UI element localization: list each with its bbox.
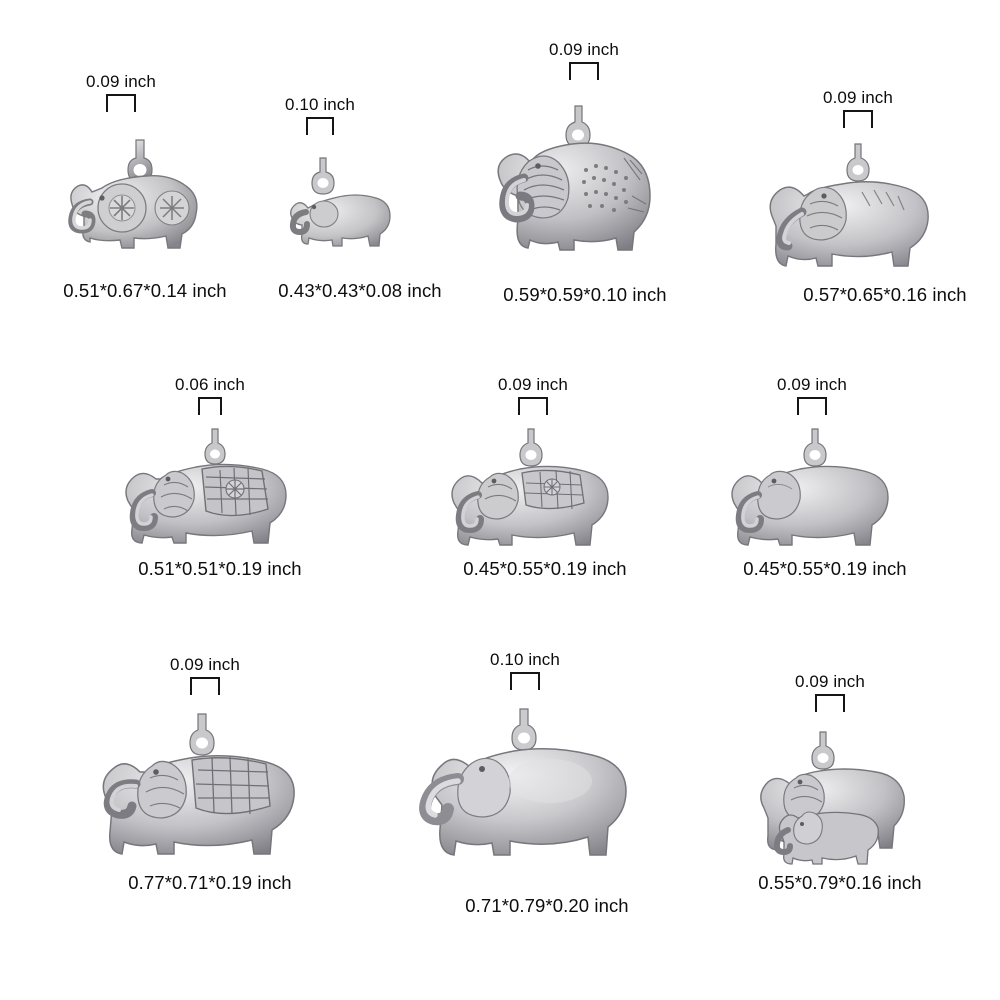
charm-graphic-flower-elephant	[50, 130, 240, 265]
charm-graphic-trunk-up-elephant	[740, 140, 960, 275]
loop-measure-1	[66, 72, 176, 112]
loop-bracket-1	[106, 94, 136, 112]
loop-measure-label-8: 0.09 inch	[170, 655, 240, 674]
dim-label-9: 0.71*0.79*0.20 inch	[465, 895, 629, 916]
loop-measure-3	[529, 40, 639, 80]
loop-measure-label-5: 0.06 inch	[175, 375, 245, 394]
loop-measure-5	[155, 375, 265, 415]
dim-label-3: 0.59*0.59*0.10 inch	[503, 284, 667, 305]
loop-bracket-2	[306, 117, 334, 135]
charm-graphic-large-blanket-elephant	[80, 710, 330, 860]
loop-bracket-3	[569, 62, 599, 80]
loop-measure-label-7: 0.09 inch	[777, 375, 847, 394]
charm-graphic-small-walking-elephant	[272, 150, 422, 260]
loop-measure-9	[470, 650, 580, 690]
loop-measure-4	[803, 88, 913, 128]
charm-graphic-smooth-big-elephant	[400, 705, 650, 865]
charm-graphic-ornate-patterned-elephant	[480, 100, 680, 265]
loop-bracket-4	[843, 110, 873, 128]
loop-measure-label-6: 0.09 inch	[498, 375, 568, 394]
loop-bracket-9	[510, 672, 540, 690]
loop-bracket-8	[190, 677, 220, 695]
loop-measure-7	[757, 375, 867, 415]
loop-measure-10	[775, 672, 885, 712]
loop-measure-6	[478, 375, 588, 415]
dim-label-7: 0.45*0.55*0.19 inch	[743, 558, 907, 579]
dim-label-6: 0.45*0.55*0.19 inch	[463, 558, 627, 579]
dim-label-8: 0.77*0.71*0.19 inch	[128, 872, 292, 893]
loop-measure-label-10: 0.09 inch	[795, 672, 865, 691]
charm-graphic-plain-elephant	[718, 425, 903, 550]
dim-label-2: 0.43*0.43*0.08 inch	[278, 280, 442, 301]
charm-graphic-saddle-elephant	[440, 425, 625, 550]
dim-label-10: 0.55*0.79*0.16 inch	[758, 872, 922, 893]
loop-bracket-10	[815, 694, 845, 712]
loop-measure-label-3: 0.09 inch	[549, 40, 619, 59]
loop-measure-label-4: 0.09 inch	[823, 88, 893, 107]
charm-graphic-mother-and-baby-elephant	[740, 728, 930, 868]
loop-measure-2	[265, 95, 375, 135]
loop-bracket-7	[797, 397, 827, 415]
loop-bracket-6	[518, 397, 548, 415]
loop-measure-label-9: 0.10 inch	[490, 650, 560, 669]
dim-label-1: 0.51*0.67*0.14 inch	[63, 280, 227, 301]
loop-measure-8	[150, 655, 260, 695]
dim-label-5: 0.51*0.51*0.19 inch	[138, 558, 302, 579]
loop-bracket-5	[198, 397, 222, 415]
charm-graphic-blanket-elephant	[110, 425, 310, 550]
loop-measure-label-1: 0.09 inch	[86, 72, 156, 91]
dim-label-4: 0.57*0.65*0.16 inch	[803, 284, 967, 305]
loop-measure-label-2: 0.10 inch	[285, 95, 355, 114]
